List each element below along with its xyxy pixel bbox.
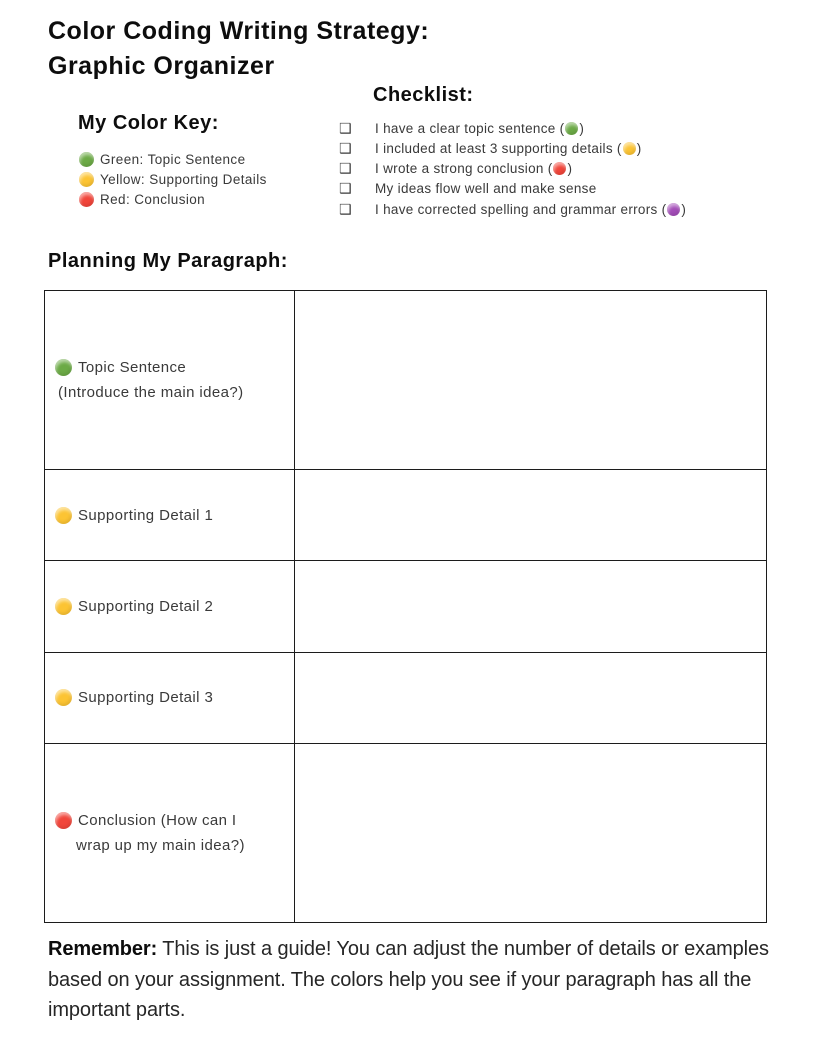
color-key-label: Red: Conclusion [100, 191, 206, 207]
page-title [48, 14, 429, 84]
color-key-label: Green: Topic Sentence [100, 151, 246, 167]
row-label-cell [45, 561, 295, 652]
checklist-dot-group [662, 202, 687, 217]
row-label-cell [45, 743, 295, 922]
color-key-heading: My Color Key: [78, 112, 219, 134]
checklist-item-text: I have a clear topic sentence [375, 120, 556, 136]
yellow-dot-icon [55, 598, 72, 615]
color-key-item [79, 189, 267, 209]
row-label-text: Topic Sentence [78, 359, 187, 377]
footer-note-bold: Remember: [48, 938, 158, 960]
writing-area-cell[interactable] [295, 470, 767, 561]
checklist-item [339, 118, 789, 138]
row-label-text: Supporting Detail 3 [78, 689, 214, 707]
row-label-cell [45, 652, 295, 743]
red-dot-icon [55, 812, 72, 829]
row-label-text: Supporting Detail 2 [78, 597, 214, 615]
checklist-item [339, 179, 789, 199]
checklist-item-text: I included at least 3 supporting details [375, 140, 613, 156]
row-label-text: Supporting Detail 1 [78, 506, 214, 524]
planning-heading: Planning My Paragraph: [48, 250, 288, 272]
writing-area-cell[interactable] [295, 743, 767, 922]
green-dot-icon [55, 359, 72, 376]
writing-area-cell[interactable] [295, 652, 767, 743]
checklist-item-text: My ideas flow well and make sense [375, 181, 597, 197]
row-label-cell [45, 470, 295, 561]
checkbox-icon[interactable]: ❑ [339, 200, 352, 217]
checkbox-icon[interactable]: ❑ [339, 160, 352, 177]
yellow-dot-icon [55, 507, 72, 524]
checkbox-icon[interactable]: ❑ [339, 180, 352, 197]
title-line1: Color Coding Writing Strategy: [48, 17, 430, 45]
color-key-label: Yellow: Supporting Details [100, 171, 267, 187]
row-label-line2: wrap up my main idea?) [76, 836, 245, 854]
checklist-item-text: I wrote a strong conclusion [375, 161, 544, 177]
yellow-dot-icon [55, 689, 72, 706]
checklist [339, 118, 789, 219]
red-dot-icon [79, 192, 94, 207]
table-row-conclusion [45, 743, 767, 922]
table-row-detail-3 [45, 652, 767, 743]
footer-note-text: This is just a guide! You can adjust the number of details or examples based on your assignment. The colors help you see if your paragraph has all the important parts. [48, 938, 769, 1021]
table-row-topic-sentence [45, 291, 767, 470]
checkbox-icon[interactable]: ❑ [339, 119, 352, 136]
yellow-dot-icon [623, 142, 636, 155]
row-label-cell [45, 291, 295, 470]
color-key-item [79, 169, 267, 189]
row-label-text: Conclusion (How can I [78, 811, 237, 829]
color-key-item [79, 149, 267, 169]
green-dot-icon [565, 122, 578, 135]
planning-table [44, 290, 767, 923]
yellow-dot-icon [79, 172, 94, 187]
title-line2: Graphic Organizer [48, 52, 275, 80]
checklist-item-text: I have corrected spelling and grammar errors [375, 201, 658, 217]
red-dot-icon [553, 162, 566, 175]
checklist-item [339, 199, 789, 219]
footer-note [48, 934, 796, 1026]
checklist-heading: Checklist: [373, 84, 474, 106]
checklist-dot-group [548, 161, 573, 176]
checklist-item [339, 138, 789, 158]
writing-area-cell[interactable] [295, 561, 767, 652]
table-row-detail-1 [45, 470, 767, 561]
checklist-item [339, 159, 789, 179]
color-key-list [79, 149, 267, 210]
checkbox-icon[interactable]: ❑ [339, 139, 352, 156]
writing-area-cell[interactable] [295, 291, 767, 470]
green-dot-icon [79, 152, 94, 167]
table-row-detail-2 [45, 561, 767, 652]
checklist-dot-group [560, 121, 585, 136]
checklist-dot-group [617, 141, 642, 156]
row-label-line2: (Introduce the main idea?) [58, 384, 244, 402]
purple-dot-icon [667, 203, 680, 216]
